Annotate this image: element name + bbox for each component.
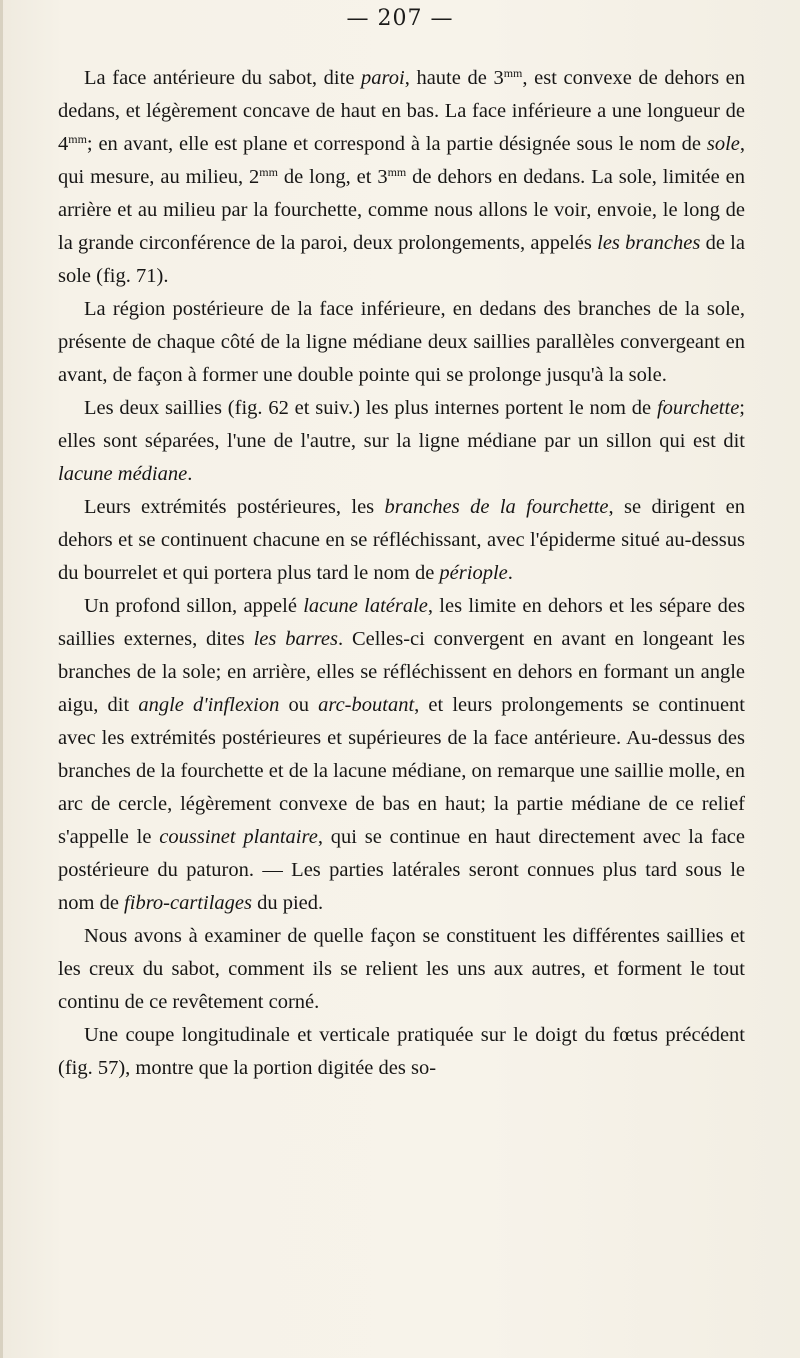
text-run: , et leurs prolongements se continuent avec les extrémités postérieures et supérieures de la face antérieure. Au-dessus des branches de la fourchette et de la lacune médiane, on remarque une saillie molle, en arc de cercle, légèrement convexe de bas en haut; la partie médiane de ce relief s'appelle le	[58, 694, 745, 848]
text-run: , les limite en dehors et les sépare des saillies externes, dites	[58, 595, 746, 650]
italic-term: arc-boutant	[318, 694, 415, 716]
text-run: de la sole (fig. 71).	[58, 232, 745, 287]
text-run: ou	[279, 694, 319, 716]
text-run: Leurs extrémités postérieures, les	[84, 496, 385, 518]
text-run: .	[507, 562, 513, 584]
paragraph-3	[58, 392, 745, 491]
paragraph-2	[58, 293, 745, 392]
italic-term: lacune latérale	[303, 595, 428, 617]
italic-term: branches de la fourchette	[384, 496, 609, 518]
italic-term: angle d'inflexion	[138, 694, 280, 716]
italic-term: périople	[439, 562, 508, 584]
italic-term: paroi	[361, 67, 405, 89]
text-run: .	[187, 463, 193, 485]
paragraph-7	[58, 1019, 745, 1085]
text-run: , haute de 3	[404, 67, 504, 89]
text-run: de dehors en dedans. La sole, limitée en arrière et au milieu par la fourchette, comme nous allons le voir, envoie, le long de la grande circonférence de la paroi, deux prolongements, appelés	[58, 166, 745, 254]
paragraph-6	[58, 920, 745, 1019]
unit-superscript: mm	[259, 165, 278, 179]
text-run: Une coupe longitudinale et verticale pratiquée sur le doigt du fœtus précédent (fig. 57), montre que la portion digitée des so-	[58, 1024, 745, 1079]
text-run: Nous avons à examiner de quelle façon se constituent les différentes saillies et les creux du sabot, comment ils se relient les uns aux autres, et forment le tout continu de ce revêtement corné.	[58, 925, 745, 1013]
paragraph-4	[58, 491, 745, 590]
unit-superscript: mm	[387, 165, 407, 179]
italic-term: les branches	[597, 232, 701, 254]
paragraph-5	[58, 590, 745, 920]
text-run: ; elles sont séparées, l'une de l'autre, sur la ligne médiane par un sillon qui est dit	[58, 397, 745, 452]
text-run: , est convexe de dehors en dedans, et légèrement concave de haut en bas. La face inférieure a une longueur de 4	[58, 67, 746, 155]
text-run: de long, et 3	[277, 166, 388, 188]
text-run: Les deux saillies (fig. 62 et suiv.) les plus internes portent le nom de	[84, 397, 657, 419]
unit-superscript: mm	[503, 66, 523, 80]
italic-term: les barres	[253, 628, 338, 650]
italic-term: fourchette	[656, 397, 740, 419]
page-number: — 207 —	[346, 6, 454, 31]
text-run: La région postérieure de la face inférieure, en dedans des branches de la sole, présente de chaque côté de la ligne médiane deux saillies parallèles convergeant en avant, de façon à former une double pointe qui se prolonge jusqu'à la sole.	[58, 298, 745, 386]
italic-term: sole	[706, 133, 740, 155]
italic-term: coussinet plantaire	[159, 826, 318, 848]
text-run: La face antérieure du sabot, dite	[84, 67, 362, 89]
italic-term: lacune médiane	[58, 463, 188, 485]
text-run: . Celles-ci convergent en avant en longeant les branches de la sole; en arrière, elles se réfléchissent en dehors en formant un angle aigu, dit	[58, 628, 745, 716]
paragraph-1	[58, 62, 745, 293]
text-run: , qui mesure, au milieu, 2	[58, 133, 745, 188]
text-run: , se dirigent en dehors et se continuent chacune en se réfléchissant, avec l'épiderme situé au-dessus du bourrelet et qui portera plus tard le nom de	[58, 496, 745, 584]
body-text	[58, 62, 745, 1085]
text-run: ; en avant, elle est plane et correspond à la partie désignée sous le nom de	[86, 133, 707, 155]
unit-superscript: mm	[68, 132, 87, 146]
text-run: Un profond sillon, appelé	[84, 595, 304, 617]
text-run: , qui se continue en haut directement avec la face postérieure du paturon. — Les parties latérales seront connues plus tard sous le nom de	[58, 826, 745, 914]
text-run: du pied.	[251, 892, 324, 914]
page-edge	[0, 0, 3, 1358]
italic-term: fibro-cartilages	[124, 892, 252, 914]
